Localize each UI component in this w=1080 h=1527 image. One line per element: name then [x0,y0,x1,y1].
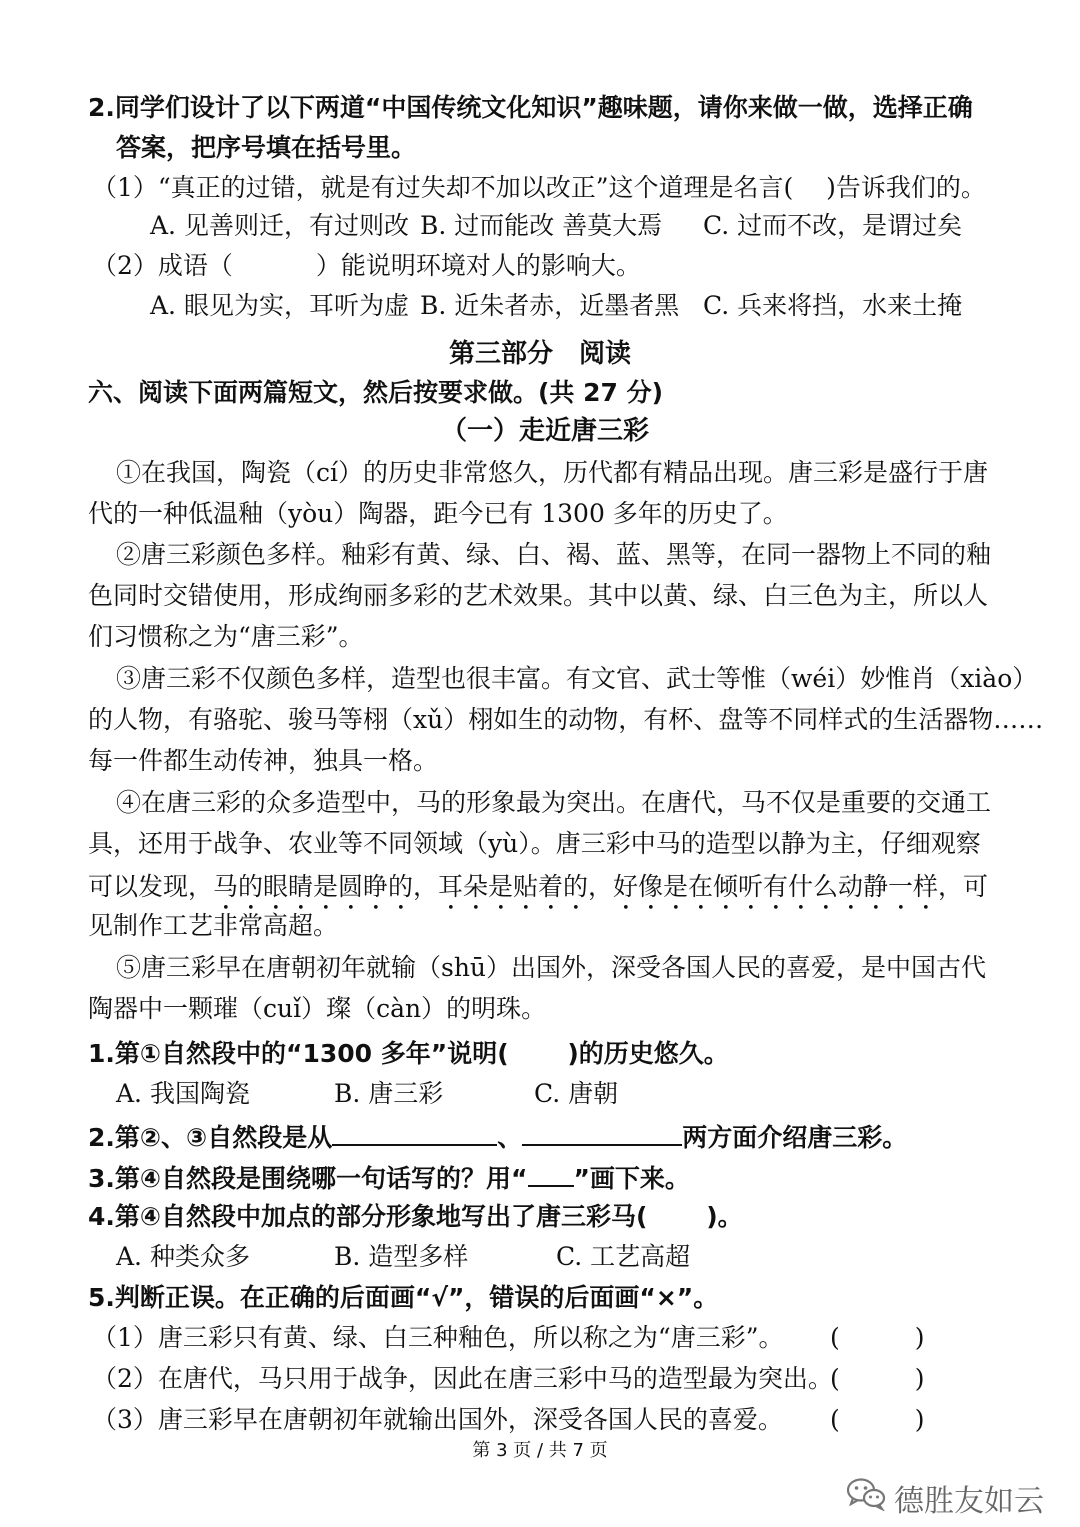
question-2 [88,1122,907,1150]
passage-line: ⑤唐三彩早在唐朝初年就输（shū）出国外，深受各国人民的喜爱，是中国古代 [116,953,987,982]
question-5: 5.判断正误。在正确的后面画“√”，错误的后面画“×”。 [88,1283,719,1312]
q2-sub2: （2）成语（ ）能说明环境对人的影响大。 [92,251,641,280]
wechat-icon [846,1477,886,1519]
underline-sample [528,1163,574,1187]
passage-line: 代的一种低温釉（yòu）陶器，距今已有 1300 多年的历史了。 [88,499,788,528]
option-c: C. 过而不改，是谓过矣 [703,211,963,240]
question-3-text: 3.第④自然段是围绕哪一句话写的？用“ [88,1164,528,1193]
judge-paren-1[interactable]: ( ) [830,1323,925,1352]
watermark-text: 德胜友如云 [894,1484,1044,1519]
passage-line: 的人物，有骆驼、骏马等栩（xǔ）栩如生的动物，有杯、盘等不同样式的生活器物…… [88,705,1044,734]
option-b: B. 近朱者赤，近墨者黑 [420,291,680,320]
option-c: C. 工艺高超 [556,1242,691,1271]
passage-line: 每一件都生动传神，独具一格。 [88,746,439,775]
judge-item-1: （1）唐三彩只有黄、绿、白三种釉色，所以称之为“唐三彩”。 [92,1323,784,1352]
q2-sub1-options [150,213,962,238]
question-4-options [116,1244,690,1269]
option-b: B. 造型多样 [334,1242,469,1271]
option-c: C. 唐朝 [534,1079,619,1108]
passage-line: ③唐三彩不仅颜色多样，造型也很丰富。有文官、武士等惟（wéi）妙惟肖（xiào） [116,664,1038,693]
option-a: A. 见善则迁，有过则改 [150,211,409,240]
judge-paren-3[interactable]: ( ) [830,1405,925,1434]
watermark [846,1476,1044,1520]
option-a: A. 我国陶瓷 [116,1079,250,1108]
option-b: B. 过而能改 善莫大焉 [420,211,663,240]
option-c: C. 兵来将挡，水来土掩 [703,291,963,320]
question-2-text: 两方面介绍唐三彩。 [682,1123,908,1152]
passage-line: ②唐三彩颜色多样。釉彩有黄、绿、白、褐、蓝、黑等，在同一器物上不同的釉 [116,540,992,569]
passage-line [88,872,988,916]
q2-stem-line1: 2.同学们设计了以下两道“中国传统文化知识”趣味题，请你来做一做，选择正确 [88,93,973,122]
judge-item-2: （2）在唐代，马只用于战争，因此在唐三彩中马的造型最为突出。 [92,1364,833,1393]
passage-title: （一）走近唐三彩 [440,416,649,446]
answer-blank-2[interactable] [522,1122,682,1146]
dotted-phrase: 马的眼睛是圆睁的，耳朵是贴着的，好像是在倾听有什么动静一样 [213,872,939,901]
q2-stem-line2: 答案，把序号填在括号里。 [116,133,417,162]
option-a: A. 种类众多 [116,1242,250,1271]
page-number: 第 3 页 / 共 7 页 [472,1440,608,1461]
passage-text: ，可 [938,872,989,901]
judge-paren-2[interactable]: ( ) [830,1364,925,1393]
option-a: A. 眼见为实，耳听为虚 [150,291,409,320]
question-4: 4.第④自然段中加点的部分形象地写出了唐三彩马( )。 [88,1202,743,1231]
passage-line: 具，还用于战争、农业等不同领域（yù）。唐三彩中马的造型以静为主，仔细观察 [88,829,981,858]
option-b: B. 唐三彩 [334,1079,444,1108]
part3-title: 第三部分 阅读 [448,339,631,369]
passage-line: ①在我国，陶瓷（cí）的历史非常悠久，历代都有精品出现。唐三彩是盛行于唐 [116,458,989,487]
passage-line: 陶器中一颗璀（cuǐ）璨（càn）的明珠。 [88,994,547,1023]
passage-text: 可以发现， [88,872,214,901]
passage-line: ④在唐三彩的众多造型中，马的形象最为突出。在唐代，马不仅是重要的交通工 [116,788,992,817]
passage-line: 们习惯称之为“唐三彩”。 [88,622,364,651]
q2-sub2-options [150,293,962,318]
answer-blank-1[interactable] [332,1122,497,1146]
question-3-text: ”画下来。 [573,1164,690,1193]
section6-heading: 六、阅读下面两篇短文，然后按要求做。(共 27 分) [88,378,664,407]
question-2-text: 2.第②、③自然段是从 [88,1123,333,1152]
q2-sub1: （1）“真正的过错，就是有过失却不加以改正”这个道理是名言( )告诉我们的。 [92,173,986,202]
passage-line: 色同时交错使用，形成绚丽多彩的艺术效果。其中以黄、绿、白三色为主，所以人 [88,581,989,610]
question-3 [88,1163,690,1191]
judge-item-3: （3）唐三彩早在唐朝初年就输出国外，深受各国人民的喜爱。 [92,1405,783,1434]
passage-line: 见制作工艺非常高超。 [88,911,339,940]
question-2-sep: 、 [497,1123,523,1152]
question-1: 1.第①自然段中的“1300 多年”说明( )的历史悠久。 [88,1039,729,1068]
question-1-options [116,1081,618,1106]
